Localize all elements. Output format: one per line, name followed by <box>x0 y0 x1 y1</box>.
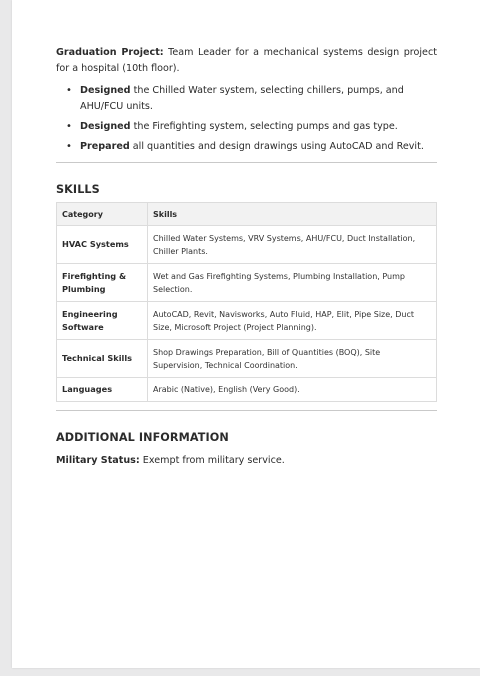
skills-cell: Wet and Gas Firefighting Systems, Plumbing Installation, Pump Selection. <box>148 264 437 302</box>
category-cell: Engineering Software <box>57 302 148 340</box>
section-divider <box>56 162 437 163</box>
table-row <box>57 302 437 340</box>
project-label: Graduation Project: <box>56 47 164 58</box>
header-skills: Skills <box>148 203 437 226</box>
project-paragraph <box>56 45 437 77</box>
project-text: Team Leader for a mechanical systems design project for a hospital (10th floor). <box>56 47 437 74</box>
bullet-item <box>56 83 437 115</box>
bullet-bold: Prepared <box>80 141 130 152</box>
category-cell: Firefighting & Plumbing <box>57 264 148 302</box>
bullet-text: all quantities and design drawings using AutoCAD and Revit. <box>129 141 424 152</box>
skills-cell: AutoCAD, Revit, Navisworks, Auto Fluid, HAP, Elit, Pipe Size, Duct Size, Microsoft Project (Project Planning). <box>148 302 437 340</box>
bullet-item <box>56 139 437 155</box>
bullet-text: the Firefighting system, selecting pumps and gas type. <box>130 121 398 132</box>
section-divider <box>56 410 437 411</box>
bullet-icon: • <box>66 141 72 152</box>
military-status-label: Military Status: <box>56 455 140 466</box>
category-cell: Languages <box>57 378 148 402</box>
table-row <box>57 340 437 378</box>
skills-cell: Shop Drawings Preparation, Bill of Quantities (BOQ), Site Supervision, Technical Coordination. <box>148 340 437 378</box>
additional-info-heading: ADDITIONAL INFORMATION <box>56 431 229 444</box>
military-status-paragraph <box>56 453 437 469</box>
bullet-text: the Chilled Water system, selecting chillers, pumps, and AHU/FCU units. <box>80 85 404 112</box>
bullet-icon: • <box>66 121 72 132</box>
document-page <box>12 0 480 668</box>
category-cell: Technical Skills <box>57 340 148 378</box>
table-row <box>57 378 437 402</box>
skills-heading: SKILLS <box>56 183 100 196</box>
bullet-bold: Designed <box>80 85 131 96</box>
bullet-icon: • <box>66 85 72 96</box>
header-category: Category <box>57 203 148 226</box>
table-header-row <box>57 203 437 226</box>
military-status-text: Exempt from military service. <box>139 455 285 466</box>
bullet-bold: Designed <box>80 121 131 132</box>
skills-table <box>56 202 437 402</box>
category-cell: HVAC Systems <box>57 226 148 264</box>
project-bullet-list <box>56 83 437 155</box>
skills-cell: Chilled Water Systems, VRV Systems, AHU/FCU, Duct Installation, Chiller Plants. <box>148 226 437 264</box>
table-row <box>57 226 437 264</box>
document-content <box>56 45 437 469</box>
table-row <box>57 264 437 302</box>
bullet-item <box>56 119 437 135</box>
skills-cell: Arabic (Native), English (Very Good). <box>148 378 437 402</box>
